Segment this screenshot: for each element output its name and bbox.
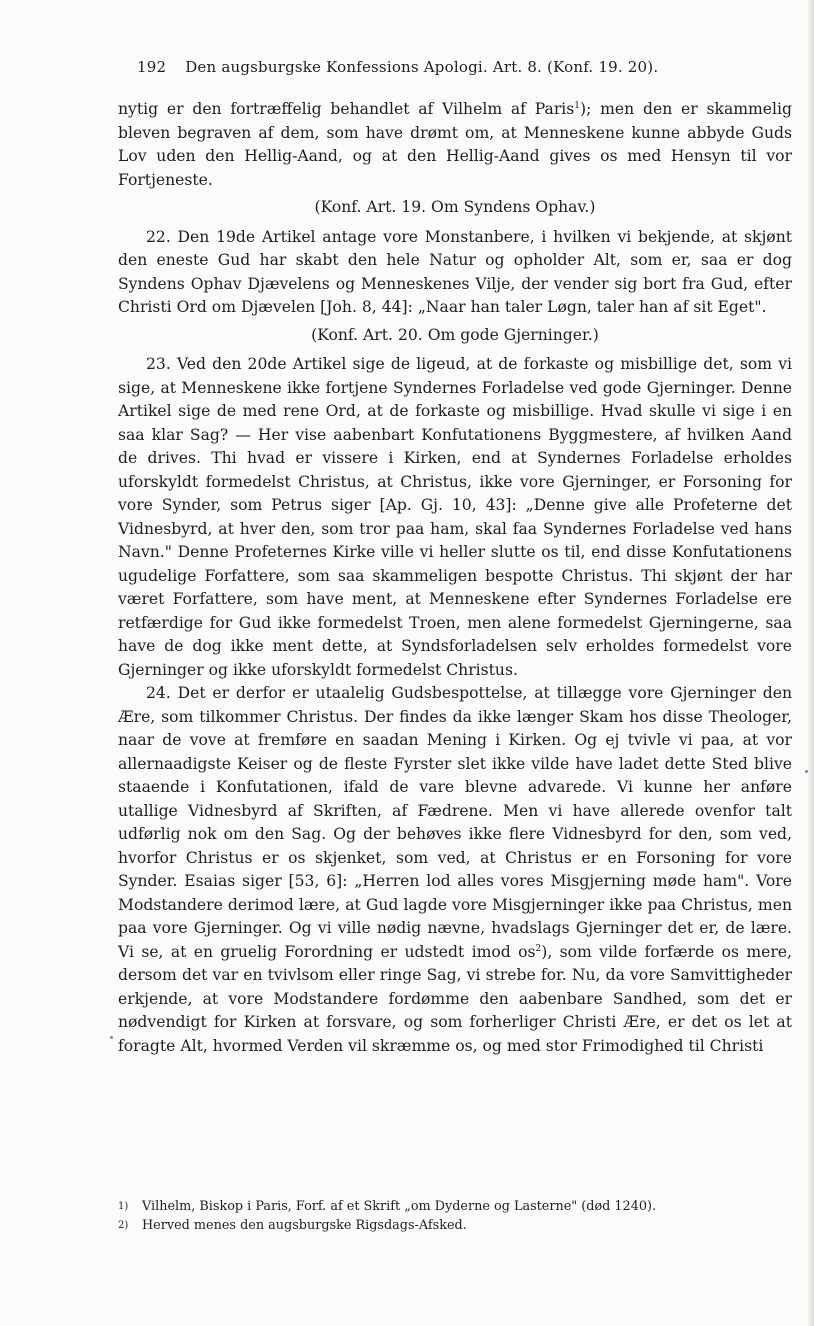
footnote-text: Vilhelm, Biskop i Paris, Forf. af et Skrift „om Dyderne og Lasterne" (død 1240). [142,1199,657,1214]
body-text [118,98,792,1058]
footnote-text: Herved menes den augsburgske Rigsdags-Afsked. [142,1218,467,1233]
footnote-ref: 2 [535,943,542,954]
footnote-1 [118,1198,792,1215]
margin-mark [110,1036,113,1039]
footnote-mark: 1) [118,1201,129,1212]
page-number: 192 [137,58,167,76]
running-title: Den augsburgske Konfessions Apologi. Art. 8. (Konf. 19. 20). [185,58,659,76]
paragraph-text: ; men den er skammelig bleven begraven af dem, som have drømt om, at Menneskene kunne abbyde Guds Lov uden den Hellig-Aand, og at den Hellig-Aand gives os med Hensyn til vor Fortjeneste. [118,100,792,189]
paragraph-continuation: nytig er den fortræffelig behandlet af Vilhelm af Paris$^1$); men den er skammelig bleven begraven af dem, som have drømt om, at Menneskene kunne abbyde Guds Lov uden den Hellig-Aand, og at den Hellig-Aand gives os med Hensyn til vor Fortjeneste. [118,100,792,189]
paragraph-text: nytig er den fortræffelig behandlet af Vilhelm af Paris [118,100,575,118]
paragraph-22: 22. Den 19de Artikel antage vore Monstanbere, i hvilken vi bekjende, at skjønt den eneste Gud har skabt den hele Natur og opholder Alt, som er, saa er dog Syndens Ophav Djævelens og Menneskenes Vilje, der vender sig bort fra Gud, efter Christi Ord om Djævelen [Joh. 8, 44]: „Naar han taler Løgn, taler han af sit Eget". [118,227,792,316]
margin-mark [805,770,808,773]
footnote-ref: 1 [574,100,581,111]
page-edge-shadow [808,0,814,1326]
paragraph-text: 24. Det er derfor er utaalelig Gudsbespottelse, at tillægge vore Gjerninger den Ære, som tilkommer Christus. Der findes da ikke længer Skam hos disse Theologer, naar de vove at fremføre en saadan Mening i Kirken. Og ej tvivle vi paa, at vor allernaadigste Keiser og de fleste Fyrster slet ikke vilde have ladet dette Sted blive staaende i Konfutationen, ifald de vare blevne advarede. Vi kunne her anføre utallige Vidnesbyrd af Skriften, af Fædrene. Men vi have allerede ovenfor talt udførlig nok om den Sag. Og der behøves ikke flere Vidnesbyrd for den, som ved, hvorfor Christus er os skjenket, som ved, at Christus er en Forsoning for vore Synder. Esaias siger [53, 6]: „Herren lod alles vores Misgjerning møde ham". Vore Modstandere derimod lære, at Gud lagde vore Misgjerninger ikke paa Christus, men paa vore Gjerninger. Og vi ville nødig nævne, hvadslags Gjerninger det er, de lære. Vi se, at en gruelig Forordning er udstedt imod os [118,684,792,961]
footnote-2 [118,1217,792,1234]
paragraph-23: 23. Ved den 20de Artikel sige de ligeud, at de forkaste og misbillige det, som vi sige, at Menneskene ikke fortjene Syndernes Forladelse ved gode Gjerninger. Denne Artikel sige de med rene Ord, at de forkaste og misbillige. Hvad skulle vi sige i en saa klar Sag? — Her vise aabenbart Konfutationens Byggmestere, af hvilken Aand de drives. Thi hvad er vissere i Kirken, end at Syndernes Forladelse erholdes uforskyldt formedelst Christus, at Christus, ikke vore Gjerninger, er Forsoning for vore Synder, som Petrus siger [Ap. Gj. 10, 43]: „Denne give alle Profeterne det Vidnesbyrd, at hver den, som tror paa ham, skal faa Syndernes Forladelse ved hans Navn." Denne Profeternes Kirke ville vi heller slutte os til, end disse Konfutationens ugudelige Forfattere, som saa skammeligen bespotte Christus. Thi skjønt der har været Forfattere, som have ment, at Menneskene efter Syndernes Forladelse ere retfærdige for Gud ikke formedelst Troen, men alene formedelst Gjerningerne, saa have de dog ikke ment dette, at Syndsforladelsen selv erholdes formedelst vore Gjerninger og ikke uforskyldt formedelst Christus. [118,355,792,679]
paragraph-24: 24. Det er derfor er utaalelig Gudsbespottelse, at tillægge vore Gjerninger den Ære, som tilkommer Christus. Der findes da ikke længer Skam hos disse Theologer, naar de vove at fremføre en saadan Mening i Kirken. Og ej tvivle vi paa, at vor allernaadigste Keiser og de fleste Fyrster slet ikke vilde have ladet dette Sted blive staaende i Konfutationen, ifald de vare blevne advarede. Vi kunne her anføre utallige Vidnesbyrd af Skriften, af Fædrene. Men vi have allerede ovenfor talt udførlig nok om den Sag. Og der behøves ikke flere Vidnesbyrd for den, som ved, hvorfor Christus er os skjenket, som ved, at Christus er en Forsoning for vore Synder. Esaias siger [53, 6]: „Herren lod alles vores Misgjerning møde ham". Vore Modstandere derimod lære, at Gud lagde vore Misgjerninger ikke paa Christus, men paa vore Gjerninger. Og vi ville nødig nævne, hvadslags Gjerninger det er, de lære. Vi se, at en gruelig Forordning er udstedt imod $os^2$), som vilde forfærde os mere, dersom det var en tvivlsom eller ringe Sag, vi strebe for. Nu, da vore Samvittigheder erkjende, at vore Modstandere fordømme den aabenbare Sandhed, som det er nødvendigt for Kirken at forsvare, og som forherliger Christi Ære, er det os let at foragte Alt, hvormed Verden vil skræmme os, og med stor Frimodighed til Christi [118,684,792,1055]
section-heading-art20: (Konf. Art. 20. Om gode Gjerninger.) [311,325,599,344]
running-head [137,58,757,76]
paragraph-text: , som vilde forfærde os mere, dersom det var en tvivlsom eller ringe Sag, vi strebe for. Nu, da vore Samvittigheder erkjende, at vore Modstandere fordømme den aabenbare Sandhed, som det er nødvendigt for Kirken at forsvare, og som forherliger Christi Ære, er det os let at foragte Alt, hvormed Verden vil skræmme os, og med stor Frimodighed til Christi [118,942,792,1055]
section-heading-art19: (Konf. Art. 19. Om Syndens Ophav.) [314,198,596,216]
footnotes [118,1198,792,1236]
footnote-mark: 2) [118,1220,129,1231]
